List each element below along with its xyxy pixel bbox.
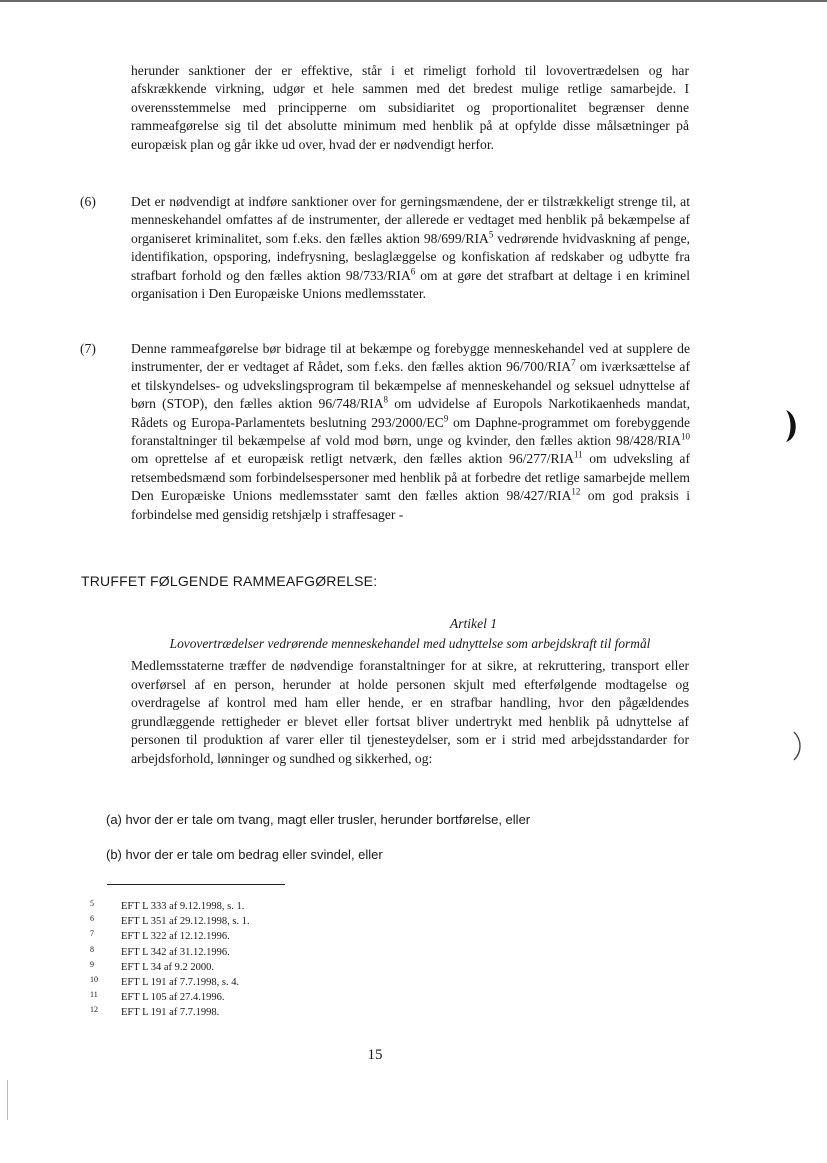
footnote-ref: 11 xyxy=(573,449,583,460)
article-item-a: (a) hvor der er tale om tvang, magt eller trusler, herunder bortførelse, eller xyxy=(106,812,531,827)
recital-number: (6) xyxy=(80,194,96,209)
paren-scan-mark xyxy=(791,730,805,762)
footnote-number: 9 xyxy=(90,959,94,969)
recital-6 xyxy=(80,193,690,303)
footnote-ref: 9 xyxy=(443,413,449,424)
footnote xyxy=(86,914,250,929)
footnote xyxy=(86,1005,250,1020)
recital-text: Det er nødvendigt at indføre sanktioner over for gerningsmændene, der er tilstrækkeligt strenge til, at menneskehandel omfattes af de instrumenter, der allerede er vedtaget med henblik på bekæmpelse af organiseret kriminalitet, som f.eks. den fælles aktion 98/699/RIA$^5$ vedrørende hvidvaskning af penge, identifikation, opsporing, indefrysning, beslaglæggelse og konfiskation af redskaber og udbytte fra strafbart forhold og den fælles aktion 98/733/RIA$^6$ om at gøre det strafbart at deltage i en kriminel organisation i Den Europæiske Unions medlemsstater. xyxy=(131,194,691,302)
footnote-text: EFT L 322 af 12.12.1996. xyxy=(121,931,230,943)
footnote xyxy=(86,990,250,1005)
recital-text: Denne rammeafgørelse bør bidrage til at bekæmpe og forebygge menneskehandel ved at supplere de instrumenter, der er vedtaget af Rådet, som f.eks. den fælles aktion 96/700/RIA$^7$ om iværksættelse af et tilskyndelses- og udvekslingsprogram til bekæmpelse af menneskehandel og seksuel udnyttelse af børn (STOP), den fælles aktion 96/748/RIA$^8$ om udvidelse af Europols Narkotikaenheds mandat, Rådets og Europa-Parlamentets beslutning $293/2000/EC^9$ om Daphne-programmet om forebyggende foranstaltninger til bekæmpelse af vold mod børn, unge og kvinder, den fælles aktion 98/428/RIA$^{10}$ om oprettelse af et europæisk retligt netværk, den fælles aktion 96/277/RIA$^{11}$ om udveksling af retsembedsmænd som forbindelsespersoner med henblik på at forbedre det retlige samarbejde mellem Den Europæiske Unions medlemsstater samt den fælles aktion 98/427/RIA$^{12}$ om god praksis i forbindelse med gensidig retshjælp i straffesager - xyxy=(131,341,690,522)
footnote-ref: 8 xyxy=(383,394,389,405)
footnotes-list xyxy=(86,899,250,1021)
article-subtitle: Lovovertrædelser vedrørende menneskehandel med udnyttelse som arbejdskraft til formål xyxy=(169,636,651,651)
page-number: 15 xyxy=(367,1047,383,1063)
footnote-text: EFT L 351 af 29.12.1998, s. 1. xyxy=(121,916,250,928)
footnote-ref: 6 xyxy=(410,266,416,277)
article-title: Artikel 1 xyxy=(449,616,498,631)
recital-7 xyxy=(80,340,690,524)
footnote xyxy=(86,929,250,944)
footnote-text: EFT L 191 af 7.7.1998, s. 4. xyxy=(121,977,240,989)
footnote xyxy=(86,960,250,975)
footnote-text: EFT L 34 af 9.2 2000. xyxy=(121,961,215,973)
footnote-number: 12 xyxy=(90,1005,98,1015)
binder-hole-mark xyxy=(782,408,802,444)
footnote-number: 8 xyxy=(90,944,94,954)
decision-heading: TRUFFET FØLGENDE RAMMEAFGØRELSE: xyxy=(81,573,378,589)
article-body: Medlemsstaterne træffer de nødvendige foranstaltninger for at sikre, at rekruttering, transport eller overførsel af en person, herunder at holde personen skjult med efterfølgende modtagelse og overdragelse af kontrol med ham eller hende, er en strafbar handling, hvor den pågældendes grundlæggende rettigheder er blevet eller fortsat bliver undertrykt med henblik på udnyttelse af personen til produktion af varer eller til tjenesteydelser, som er i strid med arbejdsstandarder for arbejdsforhold, lønninger og sundhed og sikkerhed, og: xyxy=(131,658,689,766)
footnote-text: EFT L 342 af 31.12.1996. xyxy=(121,946,230,958)
footnote-ref: 12 xyxy=(571,486,581,497)
footnote-ref: 5 xyxy=(488,229,494,240)
footnote-number: 10 xyxy=(90,975,98,985)
footnote-number: 6 xyxy=(90,914,94,924)
footnote-text: EFT L 105 af 27.4.1996. xyxy=(121,992,225,1004)
footnote-number: 7 xyxy=(90,929,94,939)
footnote-ref: 7 xyxy=(571,357,576,368)
footnote-ref: 10 xyxy=(681,431,690,442)
footnote-text: EFT L 333 af 9.12.1998, s. 1. xyxy=(121,901,245,912)
footnote-number: 5 xyxy=(90,899,94,908)
footnote-number: 11 xyxy=(90,990,98,1000)
recital-number: (7) xyxy=(80,341,96,356)
scan-margin-line xyxy=(7,1080,8,1120)
footnote xyxy=(86,945,250,960)
intro-paragraph: herunder sanktioner der er effektive, står i et rimeligt forhold til lovovertrædelsen og har afskrækkende virkning, udgør et hele sammen med det bredest mulige retlige samarbejde. I overensstemmelse med principperne om subsidiaritet og proportionalitet begrænser denne rammeafgørelse sig til det absolutte minimum med henblik på at opfylde disse målsætninger på europæisk plan og går ikke ud over, hvad der er nødvendigt herfor. xyxy=(131,63,689,152)
footnote xyxy=(86,899,250,914)
top-border xyxy=(0,0,827,2)
footnote xyxy=(86,975,250,990)
footnote-text: EFT L 191 af 7.7.1998. xyxy=(121,1007,220,1019)
article-item-b: (b) hvor der er tale om bedrag eller svindel, eller xyxy=(106,847,383,862)
footnote-separator xyxy=(107,884,285,885)
